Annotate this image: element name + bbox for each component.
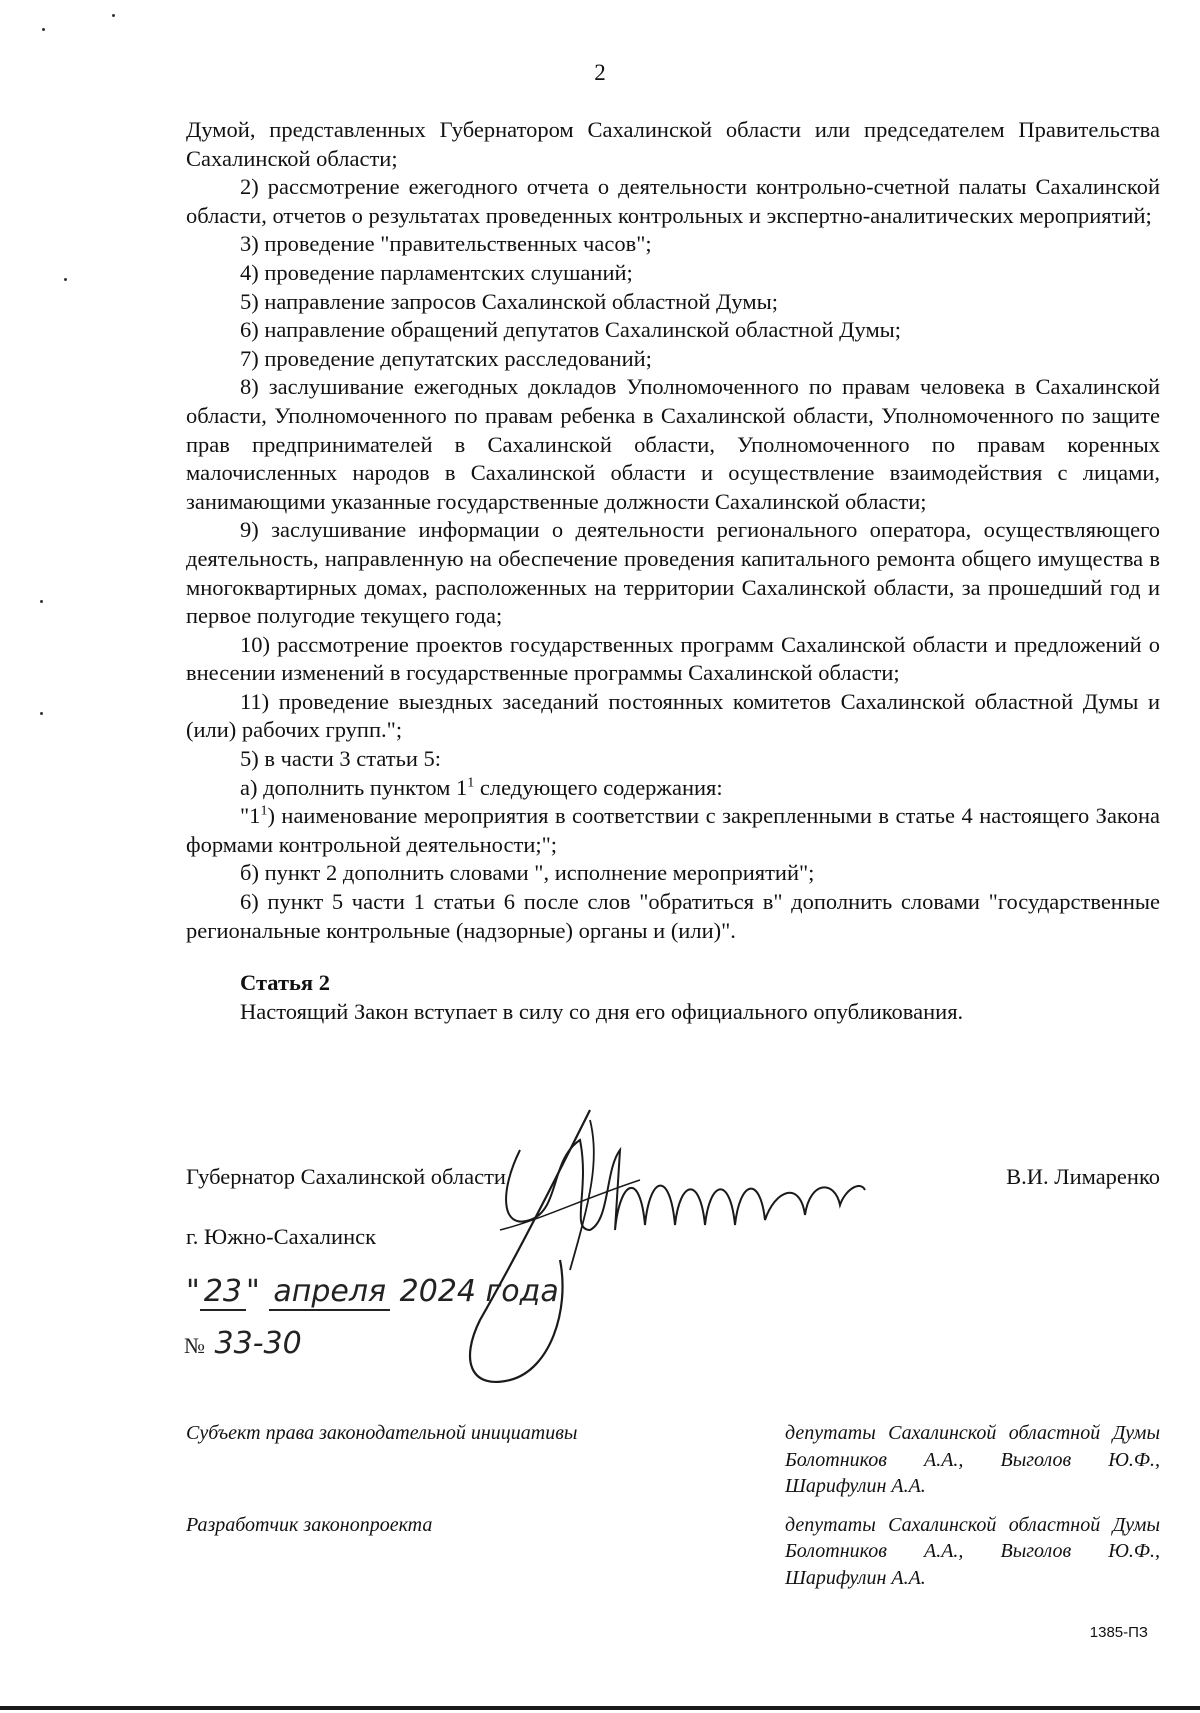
footer-values — [785, 1420, 1160, 1591]
paragraph: б) пункт 2 дополнить словами ", исполнение мероприятий"; — [240, 860, 815, 886]
scan-speck — [42, 28, 45, 31]
paragraph: 9) заслушивание информации о деятельности регионального оператора, осуществляющего деятельность, направленную на обеспечение проведения капитального ремонта общего имущества в многоквартирных домах, расположенных на территории Сахалинской области, за прошедший год и первое полугодие текущего года; — [186, 517, 1160, 629]
paragraph: 10) рассмотрение проектов государственных программ Сахалинской области и предложений о внесении изменений в государственные программы Сахалинской области; — [186, 631, 1160, 686]
paragraph: 3) проведение "правительственных часов"; — [240, 231, 652, 257]
paragraph: 4) проведение парламентских слушаний; — [240, 259, 633, 285]
law-number — [184, 1326, 302, 1361]
paragraph: 5) в части 3 статьи 5: — [240, 746, 442, 772]
paragraph: Думой, представленных Губернатором Сахалинской области или председателем Правительства Сахалинской области; — [186, 117, 1160, 171]
article-text: Настоящий Закон вступает в силу со дня его официального опубликования. — [240, 998, 964, 1024]
scan-speck — [40, 712, 43, 715]
developer-value: депутаты Сахалинской областной Думы Болотников А.А., Выголов Ю.Ф., Шарифулин А.А. — [785, 1513, 1160, 1589]
paragraph-item-1-1: "$1^1$) наименование мероприятия в соответствии с закрепленными в статье 4 настоящего Закона формами контрольной деятельности;"; — [186, 803, 1160, 857]
developer-label: Разработчик законопроекта — [186, 1514, 433, 1536]
article-title: Статья 2 — [240, 970, 330, 996]
signing-date: " 23 " апреля 2024 года — [186, 1274, 559, 1309]
document-code: 1385-ПЗ — [1089, 1624, 1148, 1641]
scan-edge — [0, 1706, 1200, 1710]
document-body — [186, 116, 1160, 1026]
scan-speck — [40, 600, 43, 603]
governor-position: Губернатор Сахалинской области — [186, 1164, 506, 1189]
date-day: 23 — [200, 1274, 246, 1311]
page-number: 2 — [594, 60, 606, 85]
handwritten-signature — [440, 1080, 960, 1410]
scan-speck — [64, 278, 67, 281]
paragraph: 6) пункт 5 части 1 статьи 6 после слов "обратиться в" дополнить словами "государственные региональные контрольные (надзорные) органы и (или)". — [186, 889, 1160, 943]
paragraph: 11) проведение выездных заседаний постоянных комитетов Сахалинской областной Думы и (или) рабочих групп."; — [186, 688, 1160, 743]
paragraph: 7) проведение депутатских расследований; — [240, 345, 652, 371]
date-year: 2024 года — [399, 1274, 559, 1309]
initiative-value: депутаты Сахалинской областной Думы Болотников А.А., Выголов Ю.Ф., Шарифулин А.А. — [785, 1422, 1160, 1497]
governor-name: В.И. Лимаренко — [1006, 1164, 1160, 1189]
paragraph: 2) рассмотрение ежегодного отчета о деятельности контрольно-счетной палаты Сахалинской области, отчетов о результатах проведенных контрольных и экспертно-аналитических мероприятий; — [186, 174, 1160, 228]
number-value: 33-30 — [214, 1326, 302, 1361]
paragraph-item-a: а) дополнить пунктом $1^1$ следующего содержания: — [240, 774, 723, 800]
initiative-label: Субъект права законодательной инициативы — [186, 1422, 578, 1444]
scan-speck — [112, 14, 115, 17]
date-month: апреля — [269, 1274, 390, 1311]
paragraph: 6) направление обращений депутатов Сахалинской областной Думы; — [240, 317, 902, 343]
city: г. Южно-Сахалинск — [186, 1224, 377, 1249]
number-sign: № — [184, 1333, 205, 1358]
paragraph: 8) заслушивание ежегодных докладов Уполномоченного по правам человека в Сахалинской области, Уполномоченного по правам ребенка в Сахалинской области, Уполномоченного по защите прав предпринимателей в Сахалинской области, Уполномоченного по правам коренных малочисленных народов в Сахалинской области и осуществление взаимодействия с лицами, занимающими указанные государственные должности Сахалинской области; — [186, 374, 1160, 514]
paragraph: 5) направление запросов Сахалинской областной Думы; — [240, 288, 778, 314]
